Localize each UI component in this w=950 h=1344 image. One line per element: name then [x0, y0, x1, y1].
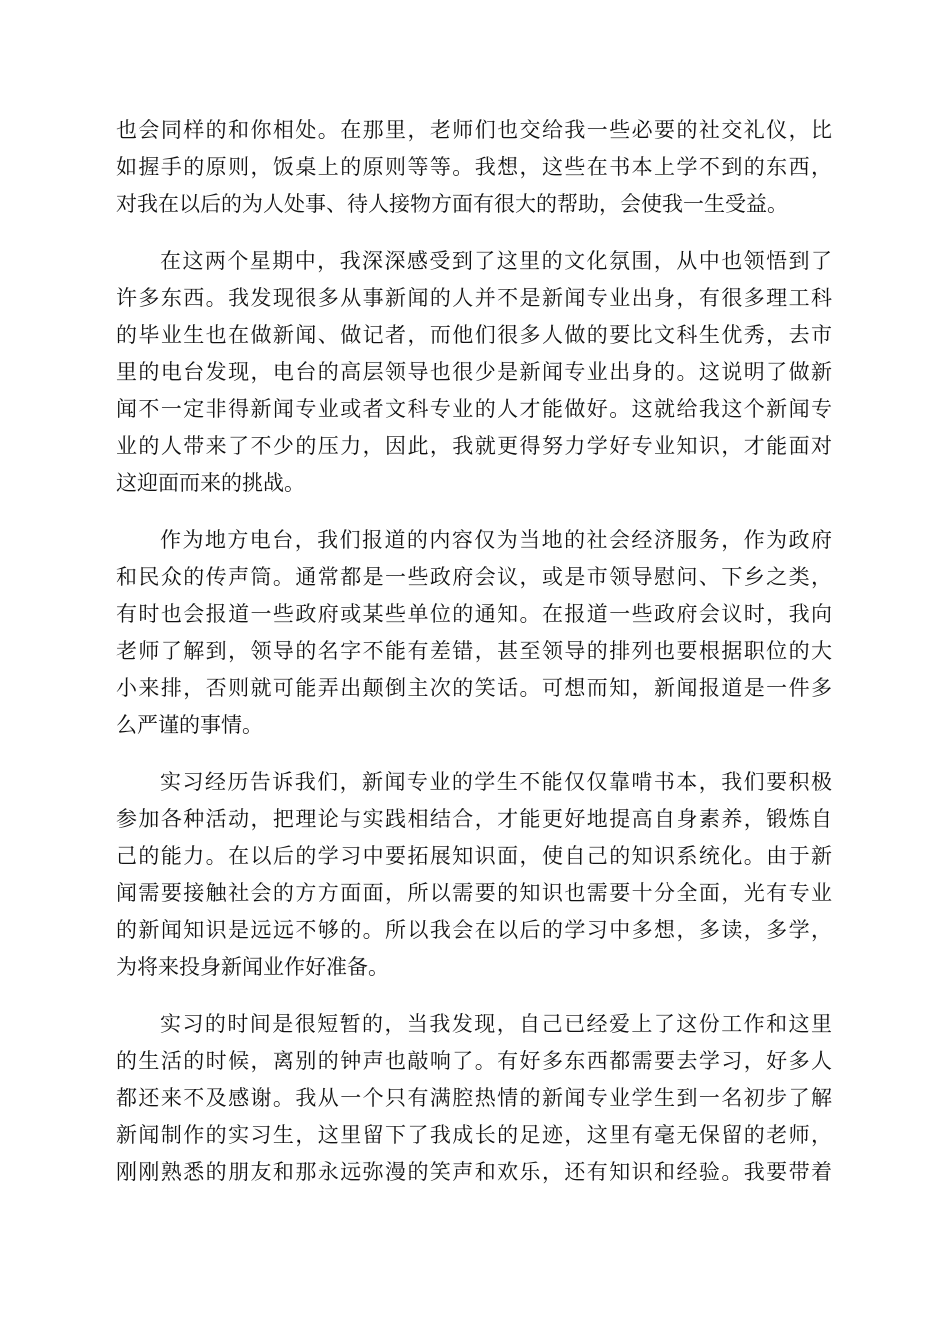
text-line: 许多东西。我发现很多从事新闻的人并不是新闻专业出身，有很多理工科 [116, 286, 832, 310]
text-line: 闻需要接触社会的方方面面，所以需要的知识也需要十分全面，光有专业 [116, 881, 832, 905]
text-line: 有时也会报道一些政府或某些单位的通知。在报道一些政府会议时，我向 [116, 602, 832, 626]
text-line: 在这两个星期中，我深深感受到了这里的文化氛围，从中也领悟到了 [160, 249, 832, 273]
text-line: 如握手的原则，饭桌上的原则等等。我想，这些在书本上学不到的东西， [116, 155, 832, 179]
paragraph [116, 1006, 832, 1191]
paragraph [116, 764, 832, 986]
text-line: 的新闻知识是远远不够的。所以我会在以后的学习中多想，多读，多学， [116, 918, 832, 942]
text-line: 闻不一定非得新闻专业或者文科专业的人才能做好。这就给我这个新闻专 [116, 397, 832, 421]
text-line: 新闻制作的实习生，这里留下了我成长的足迹，这里有毫无保留的老师， [116, 1123, 832, 1147]
document-body [116, 112, 832, 1211]
text-line: 参加各种活动，把理论与实践相结合，才能更好地提高自身素养，锻炼自 [116, 807, 832, 831]
text-line: 己的能力。在以后的学习中要拓展知识面，使自己的知识系统化。由于新 [116, 844, 832, 868]
text-line: 老师了解到，领导的名字不能有差错，甚至领导的排列也要根据职位的大 [116, 639, 832, 663]
text-line: 的毕业生也在做新闻、做记者，而他们很多人做的要比文科生优秀，去市 [116, 323, 832, 347]
text-line: 小来排，否则就可能弄出颠倒主次的笑话。可想而知，新闻报道是一件多 [116, 676, 832, 700]
text-line: 实习经历告诉我们，新闻专业的学生不能仅仅靠啃书本，我们要积极 [160, 770, 832, 794]
paragraph [116, 112, 832, 223]
paragraph [116, 522, 832, 744]
text-line: 么严谨的事情。 [116, 713, 263, 737]
text-line: 作为地方电台，我们报道的内容仅为当地的社会经济服务，作为政府 [160, 528, 832, 552]
text-line: 也会同样的和你相处。在那里，老师们也交给我一些必要的社交礼仪，比 [116, 118, 832, 142]
text-line: 业的人带来了不少的压力，因此，我就更得努力学好专业知识，才能面对 [116, 434, 832, 458]
text-line: 为将来投身新闻业作好准备。 [116, 955, 389, 979]
text-line: 都还来不及感谢。我从一个只有满腔热情的新闻专业学生到一名初步了解 [116, 1086, 832, 1110]
text-line: 的生活的时候，离别的钟声也敲响了。有好多东西都需要去学习，好多人 [116, 1049, 832, 1073]
text-line: 刚刚熟悉的朋友和那永远弥漫的笑声和欢乐，还有知识和经验。我要带着 [116, 1160, 832, 1184]
text-line: 实习的时间是很短暂的，当我发现，自己已经爱上了这份工作和这里 [160, 1012, 832, 1036]
text-line: 这迎面而来的挑战。 [116, 471, 305, 495]
text-line: 和民众的传声筒。通常都是一些政府会议，或是市领导慰问、下乡之类， [116, 565, 832, 589]
paragraph [116, 243, 832, 502]
text-line: 对我在以后的为人处事、待人接物方面有很大的帮助，会使我一生受益。 [116, 192, 788, 216]
text-line: 里的电台发现，电台的高层领导也很少是新闻专业出身的。这说明了做新 [116, 360, 832, 384]
